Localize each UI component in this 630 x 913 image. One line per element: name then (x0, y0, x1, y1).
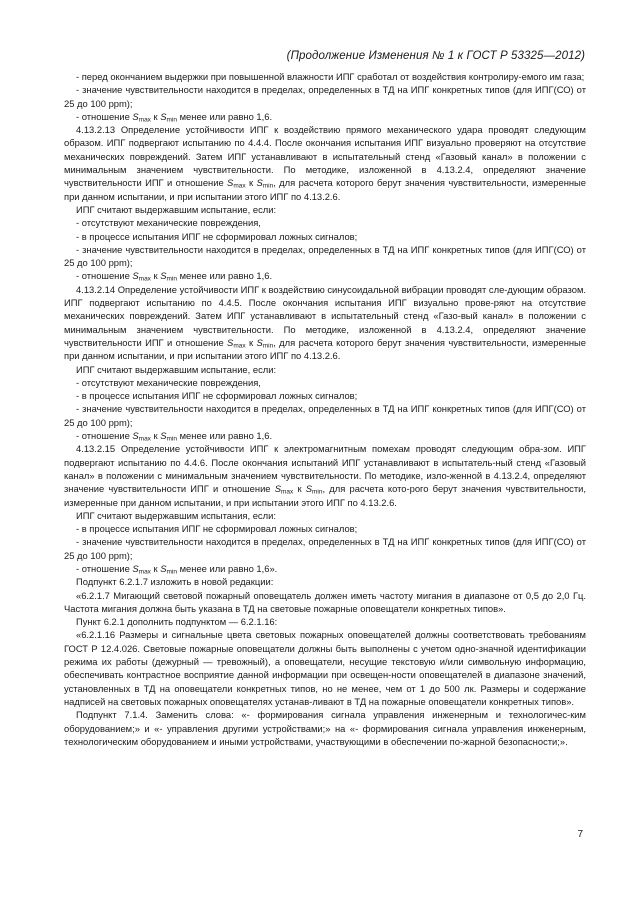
page-number: 7 (577, 829, 583, 840)
text-line: ИПГ считают выдержавшим испытание, если: (76, 203, 277, 215)
ratio-line: - отношение $S_{max}$ к $S_{min}$ менее или равно 1,6». (76, 562, 278, 576)
text-line: - значение чувствительности находится в пределах, определенных в ТД на ИПГ конкретных типов (для ИПГ(СО) от 25 до 100 ppm); (64, 84, 586, 109)
text-line: - отсутствуют механические повреждения, (76, 217, 261, 229)
ratio-line: - отношение $S_{max}$ к $S_{min}$ менее или равно 1,6. (76, 430, 273, 443)
ratio-line: - отношение $S_{max}$ к $S_{min}$ менее или равно 1,6. (76, 110, 273, 124)
text-line: - значение чувствительности находится в пределах, определенных в ТД на ИПГ конкретных типов (для ИПГ(СО) от 25 до 100 ppm); (64, 403, 586, 428)
text-line: ИПГ считают выдержавшим испытание, если: (76, 363, 277, 375)
paragraph-4-13-2-15: 4.13.2.15 Определение устойчивости ИПГ к электромагнитным помехам проводят следующим обра-зом. ИПГ подвергают испытанию по 4.4.6. После окончания испытаний ИПГ устанавливают в испытатель-ный стенд «Газовый канал» в положении с минимальным значением чувствительности. По методике, изло-женной в 4.13.2.4, определяют значение чувствительности ИПГ и отношение $S_{max}$ к $S_{min}$, для расчета кото-рого берут значения чувствительности, измеренные при данном испытании, и при испытании этого ИПГ по 4.13.2.6. (64, 443, 586, 508)
paragraph-6-2-1-7: «6.2.1.7 Мигающий световой пожарный оповещатель должен иметь частоту мигания в диапазоне от 0,5 до 2,0 Гц. Частота мигания должна быть указана в ТД на световые пожарные оповещатели конкретных типов». (64, 589, 586, 614)
page-header: (Продолжение Изменения № 1 к ГОСТ Р 53325—2012) (286, 50, 585, 62)
text-line: ИПГ считают выдержавшим испытания, если: (76, 509, 276, 521)
paragraph-6-2-1-16: «6.2.1.16 Размеры и сигнальные цвета световых пожарных оповещателей должны соответствовать требованиям ГОСТ Р 12.4.026. Световые пожарные оповещатели должны быть выполнены с учетом одно-значной идентификации режима их работы (дежурный — тревожный), а оповещатели, несущие текстовую и/или символьную информацию, обеспечивать контрастное восприятие данной информации при освещен-ности оповещателей в диапазоне значений, установленных в ТД на оповещатели конкретных типов, но не менее, чем от 1 до 500 лк. Размеры и содержание надписей на световых пожарных оповещателях устанав-ливают в ТД на пожарные оповещатели конкретных типов». (64, 629, 586, 707)
paragraph-4-13-2-14: 4.13.2.14 Определение устойчивости ИПГ к воздействию синусоидальной вибрации проводят сле-дующим образом. ИПГ подвергают испытанию по 4.4.5. После окончания испытания ИПГ визуально прове-ряют на отсутствие механических повреждений. Затем ИПГ устанавливают в испытательный стенд «Газо-вый канал» в положении с минимальным значением чувствительности. По методике, изложенной в 4.13.2.4, определяют значение чувствительности ИПГ и отношение $S_{max}$ к $S_{min}$, для расчета которого берут значения чувствительности, измеренные при данном испытании, и при испытании этого ИПГ по 4.13.2.6. (64, 283, 586, 362)
text-line: - значение чувствительности находится в пределах, определенных в ТД на ИПГ конкретных типов (для ИПГ(СО) от 25 до 100 ppm); (64, 243, 586, 269)
text-line: - отсутствуют механические повреждения, (76, 376, 261, 388)
document-body (64, 70, 586, 748)
paragraph-4-13-2-13: 4.13.2.13 Определение устойчивости ИПГ к воздействию прямого механического удара проводят следующим образом. ИПГ подвергают испытанию по 4.4.4. После окончания испытания ИПГ визуально проверяют на отсутствие механических повреждений. Затем ИПГ устанавливают в испытательный стенд «Газовый канал» в положении с минимальным значением чувствительности. По методике, изложенной в 4.13.2.4, определяют значение чувствительности ИПГ и отношение $S_{max}$ к $S_{min}$, для расчета которого берут значения чувствительности, измеренные при данном испытании, и при испытании этого ИПГ по 4.13.2.6. (64, 124, 586, 202)
text-line: Пункт 6.2.1 дополнить подпунктом — 6.2.1.16: (76, 616, 278, 628)
text-line: - в процессе испытания ИПГ не сформировал ложных сигналов; (76, 390, 358, 402)
text-line: - в процессе испытания ИПГ не сформировал ложных сигналов; (76, 230, 358, 242)
paragraph-7-1-4: Подпункт 7.1.4. Заменить слова: «- формирования сигнала управления инженерным и технологичес-ким оборудованием;» и «- управления другими устройствами;» на «- формирования сигнала управления инженерным, технологическим оборудованием и иными устройствами, участвующими в обеспечении по-жарной безопасности;». (64, 709, 586, 747)
text-line: - перед окончанием выдержки при повышенной влажности ИПГ сработал от воздействия контролиру-емого им газа; (76, 71, 585, 82)
text-line: Подпункт 6.2.1.7 изложить в новой редакции: (76, 576, 274, 588)
text-line: - в процессе испытания ИПГ не сформировал ложных сигналов; (76, 523, 358, 535)
ratio-line: - отношение $S_{max}$ к $S_{min}$ менее или равно 1,6. (76, 270, 273, 283)
text-line: - значение чувствительности находится в пределах, определенных в ТД на ИПГ конкретных типов (для ИПГ(СО) от 25 до 100 ppm); (64, 536, 586, 561)
